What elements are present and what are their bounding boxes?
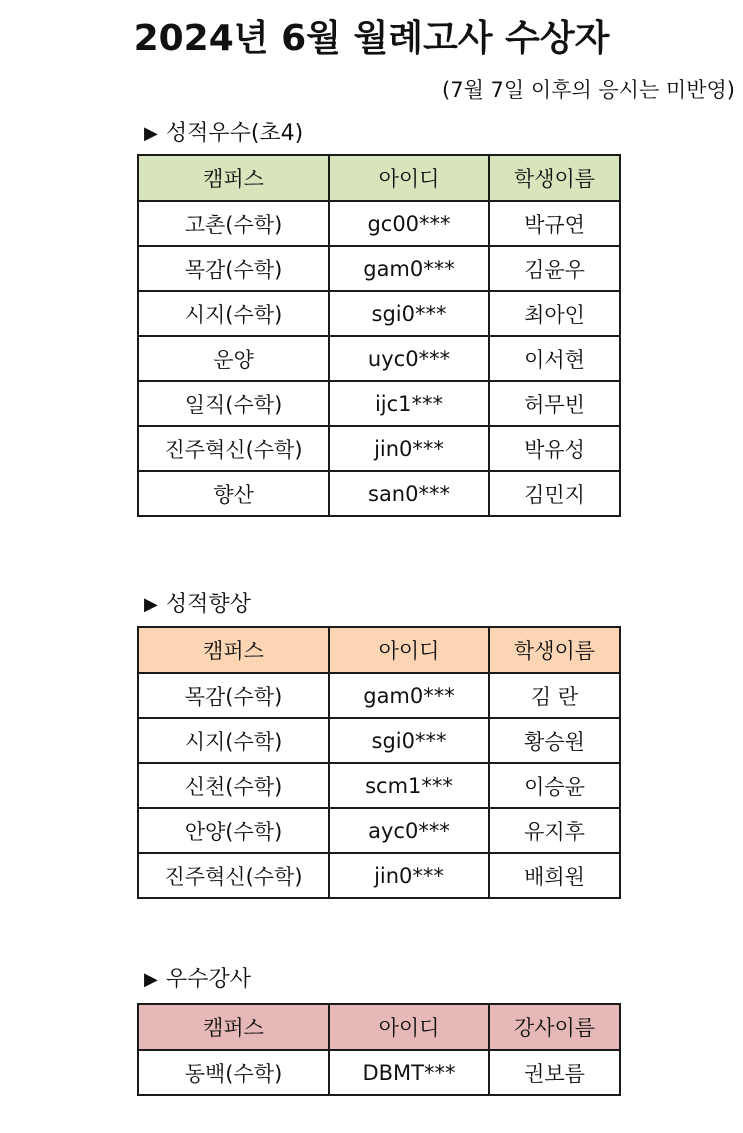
section-heading-top-teacher [144, 964, 251, 996]
name-cell: 최아인 [489, 291, 620, 336]
id-cell: DBMT*** [329, 1050, 489, 1095]
campus-cell: 향산 [138, 471, 329, 516]
name-cell: 김민지 [489, 471, 620, 516]
triangle-right-icon: ▶ [144, 969, 158, 990]
header-campus: 캠퍼스 [138, 155, 329, 201]
header-student-name: 학생이름 [489, 155, 620, 201]
campus-cell: 동백(수학) [138, 1050, 329, 1095]
name-cell: 박규연 [489, 201, 620, 246]
section-heading-top-grades [144, 118, 303, 150]
header-campus: 캠퍼스 [138, 627, 329, 673]
id-cell: gc00*** [329, 201, 489, 246]
table-header-row [138, 1004, 620, 1050]
table-row [138, 853, 620, 898]
id-cell: ayc0*** [329, 808, 489, 853]
header-student-name: 학생이름 [489, 627, 620, 673]
top-teacher-table [137, 1003, 621, 1096]
header-id: 아이디 [329, 155, 489, 201]
id-cell: jin0*** [329, 853, 489, 898]
table-row [138, 673, 620, 718]
name-cell: 유지후 [489, 808, 620, 853]
id-cell: gam0*** [329, 246, 489, 291]
table-row [138, 201, 620, 246]
id-cell: uyc0*** [329, 336, 489, 381]
id-cell: sgi0*** [329, 291, 489, 336]
page-note: (7월 7일 이후의 응시는 미반영) [442, 78, 735, 102]
campus-cell: 고촌(수학) [138, 201, 329, 246]
campus-cell: 신천(수학) [138, 763, 329, 808]
id-cell: san0*** [329, 471, 489, 516]
table-row [138, 471, 620, 516]
section-heading-improvement [144, 589, 251, 621]
top-grades-table [137, 154, 621, 517]
name-cell: 김 란 [489, 673, 620, 718]
campus-cell: 진주혁신(수학) [138, 853, 329, 898]
name-cell: 이서현 [489, 336, 620, 381]
table-header-row [138, 627, 620, 673]
table-row [138, 381, 620, 426]
id-cell: gam0*** [329, 673, 489, 718]
table-header-row [138, 155, 620, 201]
table-row [138, 246, 620, 291]
header-id: 아이디 [329, 1004, 489, 1050]
id-cell: jin0*** [329, 426, 489, 471]
table-row [138, 763, 620, 808]
campus-cell: 안양(수학) [138, 808, 329, 853]
campus-cell: 시지(수학) [138, 291, 329, 336]
id-cell: scm1*** [329, 763, 489, 808]
name-cell: 이승윤 [489, 763, 620, 808]
table-row [138, 808, 620, 853]
table-row [138, 1050, 620, 1095]
name-cell: 배희원 [489, 853, 620, 898]
section-heading-label: 성적향상 [165, 592, 251, 617]
triangle-right-icon: ▶ [144, 594, 158, 615]
campus-cell: 진주혁신(수학) [138, 426, 329, 471]
campus-cell: 목감(수학) [138, 673, 329, 718]
campus-cell: 목감(수학) [138, 246, 329, 291]
triangle-right-icon: ▶ [144, 123, 158, 144]
header-campus: 캠퍼스 [138, 1004, 329, 1050]
id-cell: ijc1*** [329, 381, 489, 426]
section-heading-label: 우수강사 [165, 967, 251, 992]
name-cell: 박유성 [489, 426, 620, 471]
name-cell: 김윤우 [489, 246, 620, 291]
campus-cell: 운양 [138, 336, 329, 381]
table-row [138, 291, 620, 336]
campus-cell: 일직(수학) [138, 381, 329, 426]
improvement-table [137, 626, 621, 899]
table-row [138, 426, 620, 471]
id-cell: sgi0*** [329, 718, 489, 763]
section-heading-label: 성적우수(초4) [165, 121, 304, 146]
header-teacher-name: 강사이름 [489, 1004, 620, 1050]
campus-cell: 시지(수학) [138, 718, 329, 763]
table-row [138, 336, 620, 381]
header-id: 아이디 [329, 627, 489, 673]
table-row [138, 718, 620, 763]
name-cell: 허무빈 [489, 381, 620, 426]
name-cell: 권보름 [489, 1050, 620, 1095]
page-title: 2024년 6월 월례고사 수상자 [133, 18, 610, 59]
name-cell: 황승원 [489, 718, 620, 763]
